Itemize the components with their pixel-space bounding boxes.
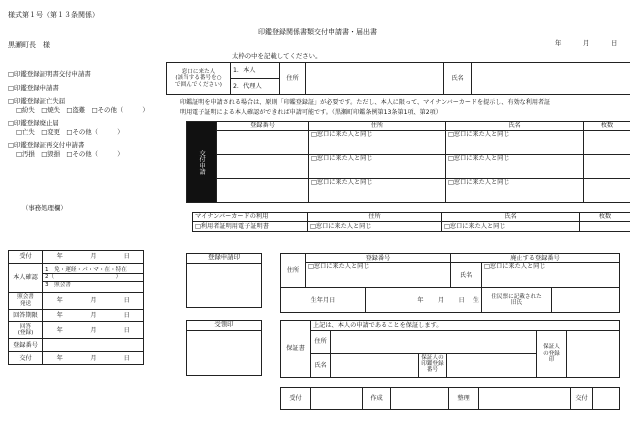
notice-line-2: 明用電子証明による本人確認ができれば申請可能です。（黒瀬町印鑑条例第13条第1項、第2項） [180, 109, 442, 116]
visitor-cell [167, 63, 231, 95]
registration-seal-label: 登録申請印 [187, 254, 261, 264]
date-month-label: 月 [583, 39, 590, 47]
reg-old-name-label [482, 288, 552, 313]
bottom-received-field[interactable] [311, 388, 363, 410]
issue-col-address: 住所 [309, 122, 446, 131]
seal-no-line-1: 保証人の [421, 355, 444, 362]
reg-address-label: 住所 [281, 254, 306, 288]
inquiry-sent-month: 月 [77, 292, 111, 309]
mynumber-col-address: 住所 [308, 213, 442, 222]
visitor-note-2: で囲んでください) [175, 81, 222, 88]
issue-table [186, 121, 630, 203]
issue-row-2-count[interactable] [584, 155, 630, 179]
identity-option-2[interactable]: 2（ ） [43, 274, 143, 281]
old-name-line-1: 住民票に記載された [491, 293, 542, 300]
issue-row-1-count[interactable] [584, 131, 630, 155]
inquiry-sent-line-1: 照会書 [17, 294, 34, 301]
registration-table [280, 253, 620, 313]
reply-due-month: 月 [77, 309, 111, 322]
office-received-label: 受付 [9, 251, 43, 264]
office-received-year: 年 [43, 251, 77, 264]
date-day-label: 日 [611, 39, 618, 47]
reply-line-2: (登録) [17, 330, 34, 337]
reg-name-field[interactable]: □窓口に来た人と同じ [482, 263, 620, 288]
guarantor-name-field[interactable] [331, 353, 419, 377]
bottom-issued-label: 交付 [571, 388, 593, 410]
birth-day-label: 日 [458, 296, 465, 304]
option-abolish-reasons[interactable]: □亡失 □変更 □その他（ ） [16, 128, 124, 136]
bottom-arranged-field[interactable] [479, 388, 571, 410]
option-reissue[interactable]: □印鑑登録証再交付申請書 [8, 141, 85, 149]
form-number: 様式第１号（第１３条関係） [8, 11, 99, 19]
notice-line-1: 印鑑証明を申請される場合は、原則「印鑑登録証」が必要です。ただし、本人に限って、マイナンバーカードを提示し、有効な利用者証 [180, 99, 551, 106]
reg-birth-field[interactable] [366, 288, 482, 313]
addressee: 黒瀬町長 様 [8, 41, 50, 49]
issued-day: 日 [111, 352, 144, 365]
reg-address-field[interactable]: □窓口に来た人と同じ [306, 263, 451, 288]
guarantor-address-field[interactable] [331, 331, 537, 353]
guarantor-address-label: 住所 [311, 331, 331, 353]
guarantor-table [280, 320, 620, 378]
inquiry-sent-day: 日 [111, 292, 144, 309]
visitor-option-agent[interactable]: 2．代理人 [231, 79, 280, 95]
reply-due-day: 日 [111, 309, 144, 322]
seal-no-line-2: 印鑑登録 [421, 361, 444, 368]
received-seal-box[interactable] [186, 320, 262, 376]
office-reply-label [9, 322, 43, 339]
reg-name-label: 氏名 [451, 263, 482, 288]
form-title: 印鑑登録関係書類交付申請書・届出書 [258, 28, 377, 36]
bottom-processing-table [280, 387, 620, 410]
date-year-label: 年 [555, 39, 562, 47]
guarantor-seal-line-2: の登録 [543, 350, 560, 357]
guarantor-seal-line-3: 印 [548, 357, 555, 364]
mynumber-col-name: 氏名 [442, 213, 580, 222]
bottom-created-field[interactable] [391, 388, 449, 410]
mynumber-table [192, 212, 630, 232]
reg-no-label: 登録番号 [306, 254, 451, 263]
applicant-name-label: 氏名 [444, 63, 472, 95]
office-inquiry-sent-label [9, 292, 43, 309]
birth-suffix-label: 生 [472, 296, 479, 304]
office-identity-options [43, 263, 144, 292]
visitor-option-self[interactable]: 1．本人 [231, 63, 280, 79]
office-table [8, 250, 144, 365]
option-reg-apply[interactable]: □印鑑登録申請書 [8, 84, 59, 92]
applicant-name-field[interactable] [472, 63, 630, 95]
mynumber-name[interactable]: □窓口に来た人と同じ [442, 222, 580, 232]
bottom-issued-field[interactable] [593, 388, 620, 410]
identity-option-3[interactable]: 3 照会書 [45, 281, 71, 288]
office-reg-no-label: 登録番号 [9, 339, 43, 352]
guarantor-seal-line-1: 保証人 [543, 344, 560, 351]
issue-row-1-reg-no[interactable] [217, 131, 309, 155]
issue-row-2-name[interactable]: □窓口に来た人と同じ [446, 155, 584, 179]
issued-month: 月 [77, 352, 111, 365]
office-reply-due-label: 回答期限 [9, 309, 43, 322]
office-issued-label: 交付 [9, 352, 43, 365]
option-lost[interactable]: □印鑑登録証亡失届 [8, 97, 66, 105]
mynumber-address[interactable]: □窓口に来た人と同じ [308, 222, 442, 232]
issue-row-1-name[interactable]: □窓口に来た人と同じ [446, 131, 584, 155]
received-seal-label: 受領印 [187, 321, 261, 331]
issued-year: 年 [43, 352, 77, 365]
birth-month-label: 月 [437, 296, 445, 304]
issue-row-3-count[interactable] [584, 179, 630, 203]
reply-line-1: 回答 [19, 323, 32, 330]
bottom-arranged-label: 整理 [449, 388, 479, 410]
issue-col-count: 枚数 [584, 122, 630, 131]
option-cert-apply[interactable]: □印鑑登録証明書交付申請書 [8, 70, 91, 78]
visitor-note-1: (該当する番号を○ [175, 75, 222, 82]
identity-option-1[interactable]: 1 免・運経・パ・マ・在・特在 [43, 267, 143, 274]
issue-col-name: 氏名 [446, 122, 584, 131]
old-name-line-2: 旧氏 [510, 300, 523, 307]
option-reissue-reasons[interactable]: □汚損 □毀損 □その他（ ） [16, 150, 124, 158]
option-abolish[interactable]: □印鑑登録廃止届 [8, 119, 59, 127]
reply-day: 日 [111, 322, 144, 339]
office-received-month: 月 [77, 251, 111, 264]
seal-no-line-3: 番号 [426, 367, 439, 374]
bottom-created-label: 作成 [363, 388, 391, 410]
inquiry-sent-year: 年 [43, 292, 77, 309]
issue-row-3-reg-no[interactable] [217, 179, 309, 203]
applicant-address-label: 住所 [280, 63, 306, 95]
birth-year-label: 年 [417, 296, 424, 304]
mynumber-title: マイナンバーカードの利用 [193, 213, 308, 222]
reg-old-name-field[interactable] [552, 288, 620, 313]
guarantor-label: 保証書 [281, 321, 311, 378]
reply-year: 年 [43, 322, 77, 339]
office-identity-label: 本人確認 [9, 263, 43, 292]
office-received-day: 日 [111, 251, 144, 264]
visitor-label: 窓口に来た人 [181, 68, 216, 75]
issue-row-3-name[interactable]: □窓口に来た人と同じ [446, 179, 584, 203]
mynumber-use-cert[interactable]: □利用者証明用電子証明書 [193, 222, 308, 232]
guarantor-seal-no-field[interactable] [447, 353, 537, 377]
guarantor-seal-no-label [419, 353, 447, 377]
issue-col-reg-no: 登録番号 [217, 122, 309, 131]
issue-row-3-address[interactable]: □窓口に来た人と同じ [309, 179, 446, 203]
mynumber-count[interactable] [580, 222, 630, 232]
reply-due-year: 年 [43, 309, 77, 322]
issue-row-2-address[interactable]: □窓口に来た人と同じ [309, 155, 446, 179]
instruction: 太枠の中を記載してください。 [232, 52, 322, 60]
guarantor-statement: 上記は、本人の申請であることを保証します。 [311, 321, 620, 331]
issue-row-2-reg-no[interactable] [217, 155, 309, 179]
issue-row-1-address[interactable]: □窓口に来た人と同じ [309, 131, 446, 155]
office-reg-no-field[interactable] [43, 339, 144, 352]
bottom-received-label: 受付 [281, 388, 311, 410]
guarantor-name-label: 氏名 [311, 353, 331, 377]
option-lost-reasons[interactable]: □紛失 □焼失 □盗難 □その他（ ） [16, 106, 149, 114]
reply-month: 月 [77, 322, 111, 339]
mynumber-col-count: 枚数 [580, 213, 630, 222]
reg-birth-label: 生年月日 [281, 288, 366, 313]
applicant-table [166, 62, 630, 95]
issue-side-label: 交付申請 [187, 122, 217, 203]
office-heading: （事務処理欄） [22, 204, 67, 212]
applicant-address-field[interactable] [306, 63, 444, 95]
inquiry-sent-line-2: 発送 [19, 300, 32, 307]
guarantor-seal-field[interactable] [567, 331, 620, 378]
reg-abolish-no-label: 廃止する登録番号 [451, 254, 620, 263]
registration-seal-box[interactable] [186, 253, 262, 308]
guarantor-seal-label [537, 331, 567, 378]
